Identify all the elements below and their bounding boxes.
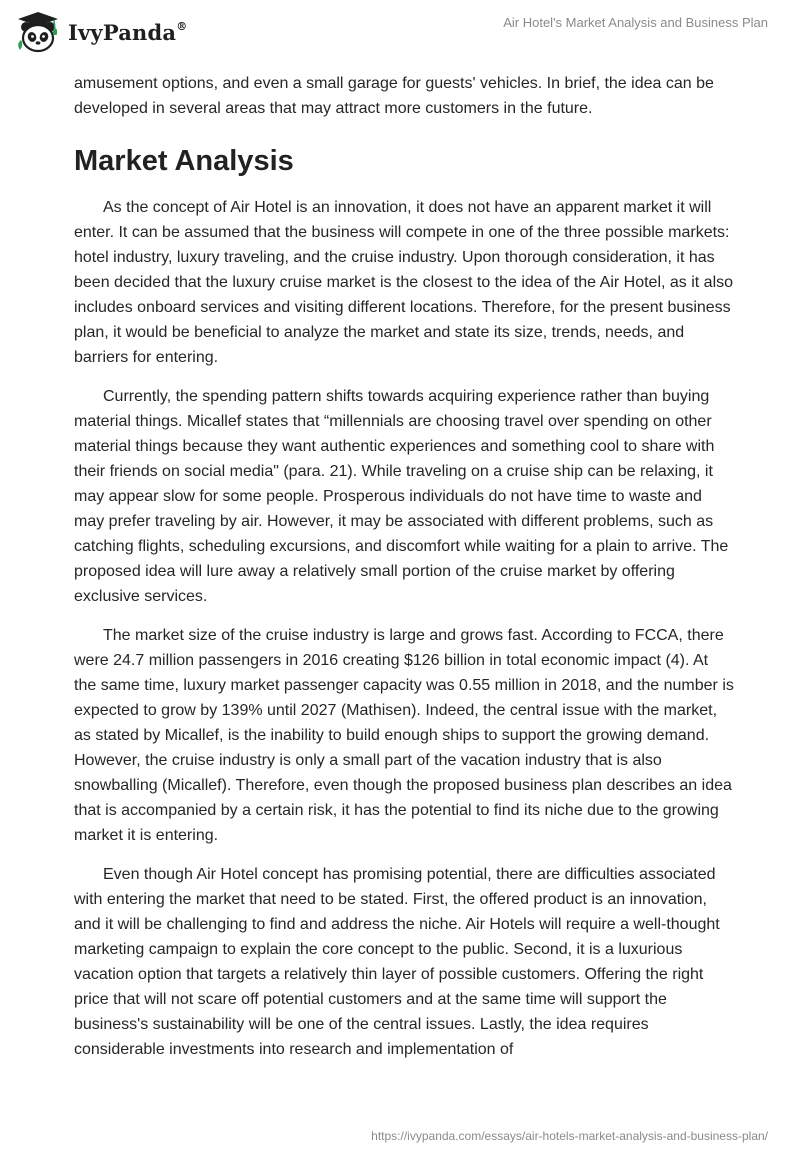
paragraph-market-size: The market size of the cruise industry is large and grows fast. According to FCCA, there were 24.7 million passengers in 2016 creating $126 billion in total economic impact (4). At the same time, luxury market passenger capacity was 0.55 million in 2018, and the number is expected to grow by 139% until 2027 (Mathisen). Indeed, the central issue with the market, as stated by Micallef, is the inability to build enough ships to support the growing demand. However, the cruise industry is only a small part of the vacation industry that is also snowballing (Micallef). Therefore, even though the proposed business plan describes an idea that is accompanied by a certain risk, it has the potential to find its niche due to the growing market it is entering.: [74, 627, 734, 844]
paragraph-spending-pattern: Currently, the spending pattern shifts towards acquiring experience rather than buying material things. Micallef states that “millennials are choosing travel over spending on other material things because they want authentic experiences and something cool to share with their friends on social media" (para. 21). While traveling on a cruise ship can be relaxing, it may appear slow for some people. Prosperous individuals do not have time to waste and may prefer traveling by air. However, it may be associated with different problems, such as catching flights, scheduling excursions, and discomfort while waiting for a plain to arrive. The proposed idea will lure away a relatively small portion of the cruise market by offering exclusive services.: [74, 388, 729, 605]
paragraph-barriers: Even though Air Hotel concept has promising potential, there are difficulties associated with entering the market that need to be stated. First, the offered product is an innovation, and it will be challenging to find and address the niche. Air Hotels will require a well-thought marketing campaign to explain the core concept to the public. Second, it is a luxurious vacation option that targets a relatively thin layer of possible customers. Offering the right price that will not scare off potential customers and at the same time will support the business's sustainability will be one of the central issues. Lastly, the idea requires considerable investments into research and implementation of: [74, 866, 720, 1058]
logo-name: IvyPanda: [68, 19, 177, 45]
essay-content: [74, 71, 734, 1062]
paragraph-market-concept: As the concept of Air Hotel is an innovation, it does not have an apparent market it will enter. It can be assumed that the business will compete in one of the three possible markets: hotel industry, luxury traveling, and the cruise industry. Upon thorough consideration, it has been decided that the luxury cruise market is the closest to the idea of the Air Hotel, as it also includes onboard services and visiting different locations. Therefore, for the present business plan, it would be beneficial to analyze the market and state its size, trends, needs, and barriers for entering.: [74, 199, 734, 366]
lead-paragraph: amusement options, and even a small garage for guests' vehicles. In brief, the idea can be developed in several areas that may attract more customers in the future.: [74, 75, 714, 117]
logo-wordmark: [68, 20, 187, 45]
document-title: Air Hotel's Market Analysis and Business Plan: [503, 15, 768, 30]
registered-mark: ®: [176, 19, 188, 33]
page-header: [0, 0, 800, 62]
panda-graduation-cap-icon: [14, 10, 62, 54]
section-heading: Market Analysis: [74, 145, 294, 177]
ivypanda-logo[interactable]: [14, 10, 187, 54]
source-url[interactable]: https://ivypanda.com/essays/air-hotels-market-analysis-and-business-plan/: [371, 1129, 768, 1143]
